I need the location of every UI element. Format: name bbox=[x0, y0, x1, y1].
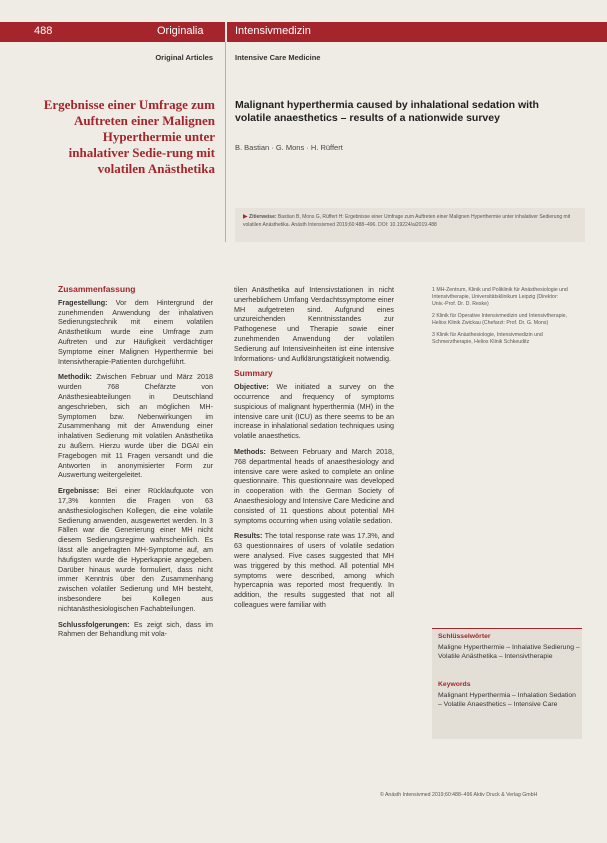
label-fragestellung: Fragestellung: bbox=[58, 297, 108, 307]
keywords-box bbox=[432, 628, 582, 739]
citation-label: Zitierweise: bbox=[249, 214, 277, 220]
page-number: 488 bbox=[34, 25, 53, 37]
label-ergebnisse: Ergebnisse: bbox=[58, 486, 100, 496]
citation-box bbox=[235, 208, 585, 242]
label-methodik: Methodik: bbox=[58, 372, 92, 382]
paragraph-methodik bbox=[58, 372, 213, 480]
text-fragestellung: Vor dem Hintergrund der zunehmenden Anwendung der inhalativen Sedierungstechnik mit einem volatilen Anästhetikum wurde eine Umfrage zum Auftreten und zur Häufigkeit verdächtiger Symptome einer Malignen Hyperthermie bei Intensivtherapie-Patienten durchgeführt. bbox=[58, 297, 213, 366]
label-schluss: Schlussfolgerungen: bbox=[58, 619, 130, 629]
paragraph-ergebnisse bbox=[58, 486, 213, 613]
keywords-english-text: Malignant Hyperthermia – Inhalation Sedation – Volatile Anaesthetics – Intensive Care bbox=[438, 692, 576, 708]
subsection-label-left: Original Articles bbox=[155, 53, 213, 62]
section-label-right: Intensivmedizin bbox=[235, 25, 311, 37]
text-schluss: Es zeigt sich, dass im Rahmen der Behandlung mit vola- bbox=[58, 619, 213, 639]
text-results: The total response rate was 17.3%, and 63 questionnaires of users of volatile sedation were analysed. Five cases suggested that MH was triggered by this method. All potential MH symptoms were described, among which hypercapnia was reported most frequently. In addition, the results suggested that not all colleagues were familiar with bbox=[234, 531, 394, 609]
text-methodik: Zwischen Februar und März 2018 wurden 768 Chefärzte von Anästhesieabteilungen in Deutschland angeschrieben, sich an möglichen MH-Symptomen bzw. Nebenwirkungen im Zusammenhang mit der Anwendung einer inhalativen Sedierung mit volatilen Anästhetika zu äußern. Hierzu wurde über die DGAI ein Fragebogen mit 11 Fragen versandt und die Antworten in anonymisierter Form zur Auswertung weitergeleitet. bbox=[58, 372, 214, 480]
label-results: Results: bbox=[234, 531, 263, 541]
german-title: Ergebnisse einer Umfrage zum Auftreten einer Malignen Hyperthermie unter inhalativer Sedie-rung mit volatilen Anästhetika bbox=[43, 97, 215, 176]
abstract-english-column bbox=[234, 285, 394, 616]
affiliation-2: 2 Klinik für Operative Intensivmedizin und Intensivtherapie, Helios Klinik Zwickau (Chefarzt: Prof. Dr. G. Mons) bbox=[432, 313, 567, 326]
title-divider-line bbox=[225, 42, 226, 242]
copyright-footer: © Anästh Intensivmed 2019;60:488–496 Aktiv Druck & Verlag GmbH bbox=[380, 792, 538, 798]
abstract-german-column bbox=[58, 285, 213, 645]
paragraph-results bbox=[234, 531, 394, 609]
english-title: Malignant hyperthermia caused by inhalational sedation with volatile anaesthetics – results of a nationwide survey bbox=[235, 99, 539, 124]
author-list: B. Bastian · G. Mons · H. Rüffert bbox=[235, 143, 343, 152]
text-objective: We initiated a survey on the occurrence and frequency of symptoms suspicious of malignant hyperthermia (MH) in the intensive care unit (ICU) as there seems to be an increase in inhalational sedation techniques using volatile anaesthetics. bbox=[234, 382, 394, 441]
paragraph-schluss bbox=[58, 620, 213, 640]
affiliation-3: 3 Klinik für Anästhesiologie, Intensivmedizin und Schmerztherapie, Helios Klinik Schkeuditz bbox=[432, 332, 543, 345]
label-objective: Objective: bbox=[234, 382, 269, 392]
paragraph-methods bbox=[234, 447, 394, 525]
paragraph-continuation: tilen Anästhetika auf Intensivstationen in nicht unerheblichem Umfang Verdachtssymptome einer MH aufgetreten sind. Aufgrund eines unzureichenden Kenntnisstandes zur Pathogenese und Therapie sowie einer zunehmenden Anwendung der volatilen Sedierung auf Intensiveinheiten ist eine intensive Informations- und Aufklärungstätigkeit notwendig. bbox=[234, 285, 394, 363]
paragraph-objective bbox=[234, 382, 394, 441]
affiliation-1: 1 MH-Zentrum, Klinik und Poliklinik für Anästhesiologie und Intensivtherapie, Universitätsklinikum Leipzig (Direktor: Univ.-Prof. Dr. D. Reske) bbox=[432, 287, 568, 307]
keywords-german-text: Maligne Hyperthermie – Inhalative Sedierung – Volatile Anästhetika – Intensivtherapie bbox=[438, 644, 580, 660]
citation-reference: Bastian B, Mons G, Rüffert H: Ergebnisse einer Umfrage zum Auftreten einer Malignen Hyperthermie unter inhalativer Sedierung mit volatilen Anästhetika. Anästh Intensivmed 2019;60:488–496. DOI: 10.19224/ai2019.488 bbox=[243, 214, 571, 228]
arrow-icon: ▶ bbox=[243, 214, 248, 220]
paragraph-fragestellung bbox=[58, 298, 213, 367]
text-ergebnisse: Bei einer Rücklaufquote von 17,3% konnten die Fragen von 63 anästhesiologischen Kollegen, die eine volatile Sedierung anwenden, ausgewertet werden. In 3 Fällen war die Generierung einer MH nicht diesem Sedierungsregime wahrscheinlich. Es lässt alle angefragten MH-Symptome auf, am häufigsten wurde die Hyperkapnie angegeben. Darüber hinaus wurde formuliert, dass nicht immer Kenntnis über den Zusammenhang zwischen volatiler Sedierung und MH besteht, insbesondere bei Kollegen aus nichtanästhesiologischen Fachabteilungen. bbox=[58, 486, 213, 613]
zusammenfassung-heading: Zusammenfassung bbox=[58, 284, 136, 294]
keywords-german-heading: Schlüsselwörter bbox=[438, 633, 491, 640]
subsection-label-right: Intensive Care Medicine bbox=[235, 53, 321, 62]
label-methods: Methods: bbox=[234, 446, 266, 456]
header-divider bbox=[225, 22, 227, 42]
affiliations-column bbox=[432, 287, 572, 351]
citation-text bbox=[243, 213, 578, 229]
text-methods: Between February and March 2018, 768 departmental heads of anaesthesiology and intensive care were asked to complete an online questionnaire. This questionnaire was developed in cooperation with the German Society of Anaesthesiology and Intensive Care Medicine and consisted of 11 questions about potential MH symptoms occurring when using volatile sedation. bbox=[234, 446, 395, 525]
section-label-left: Originalia bbox=[157, 25, 204, 37]
summary-heading: Summary bbox=[234, 368, 273, 379]
keywords-english-heading: Keywords bbox=[438, 681, 471, 688]
journal-header-bar bbox=[0, 22, 607, 42]
